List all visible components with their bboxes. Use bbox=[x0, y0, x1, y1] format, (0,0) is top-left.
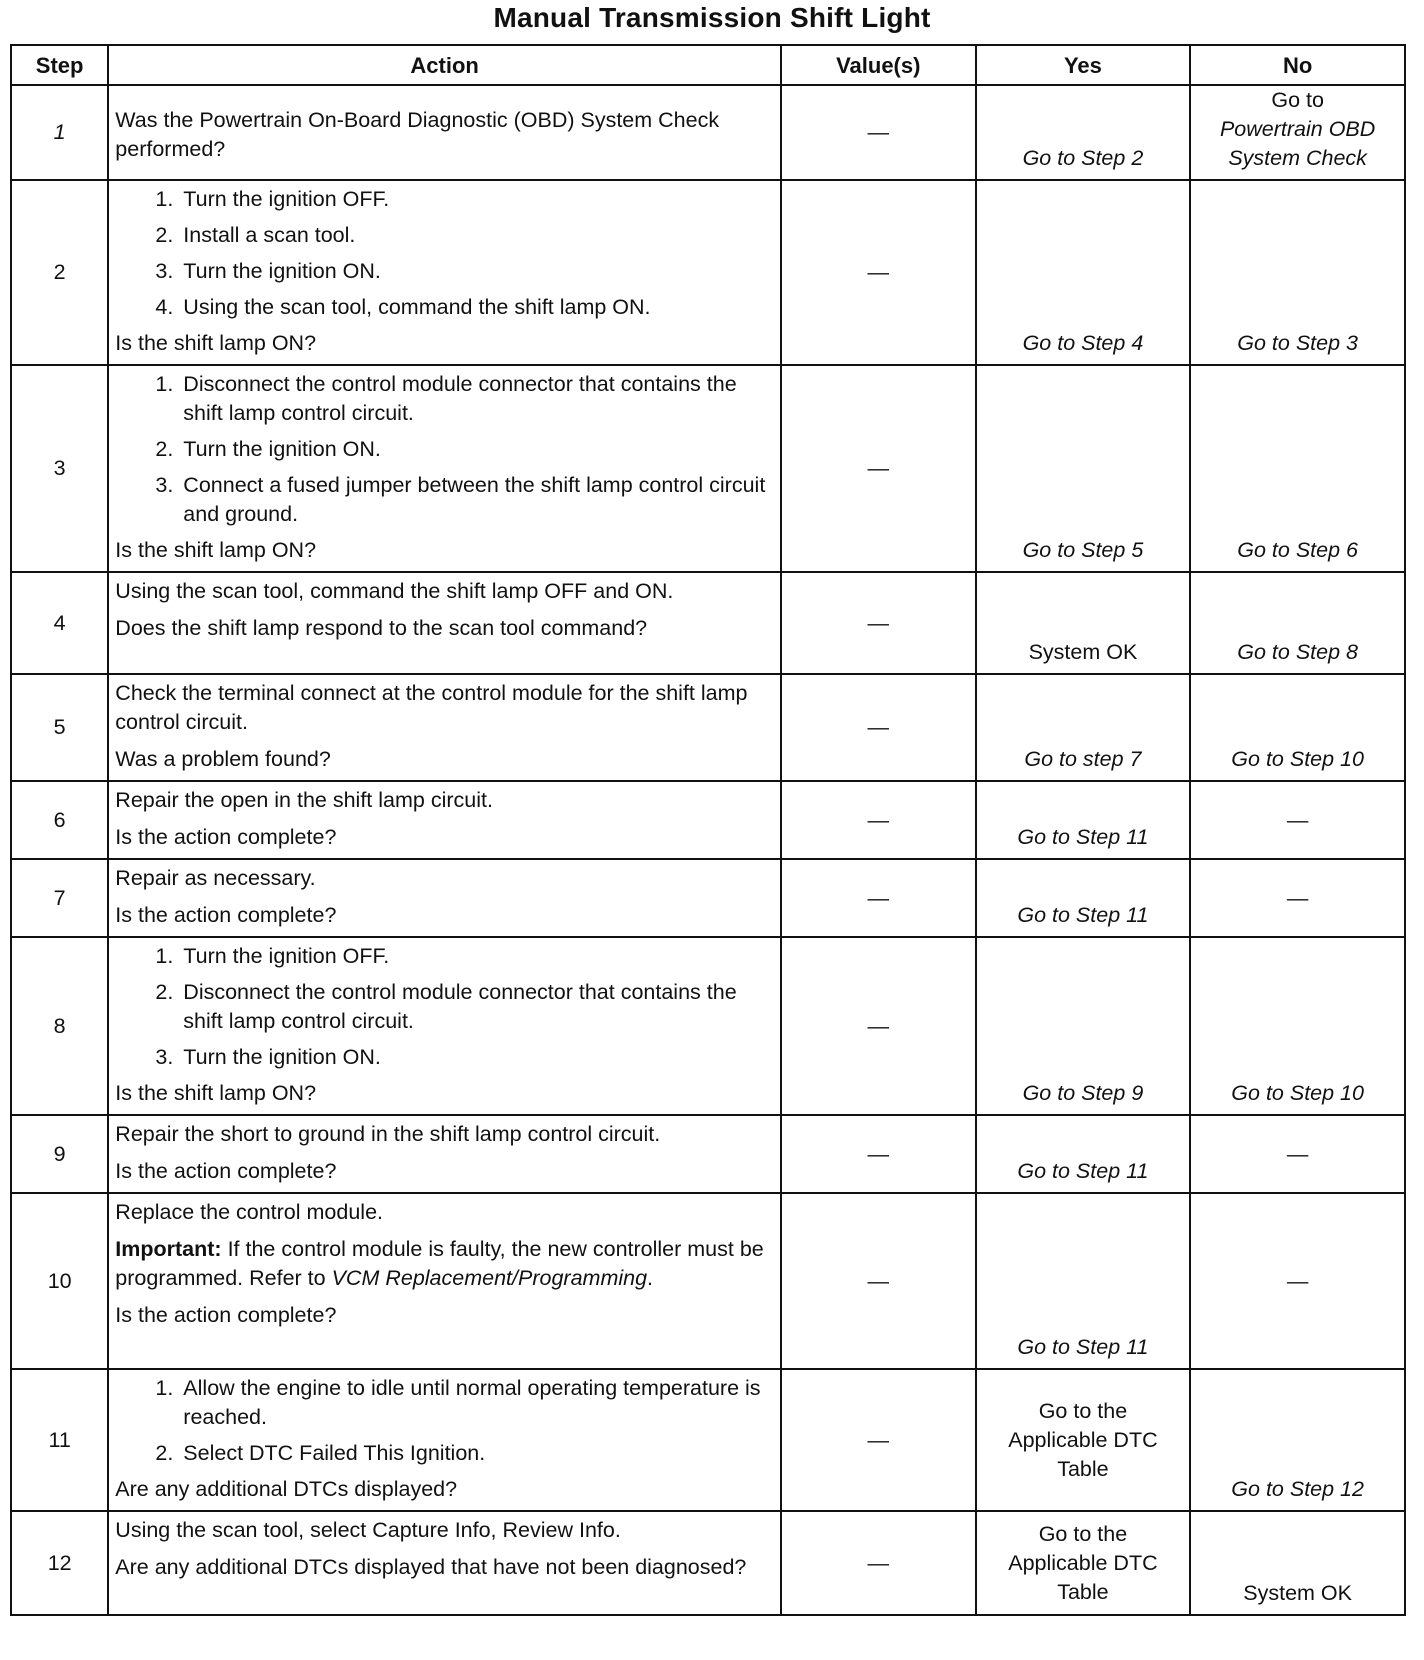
value-cell: — bbox=[781, 1369, 976, 1511]
action-question: Does the shift lamp respond to the scan tool command? bbox=[115, 616, 648, 640]
step-number: 4 bbox=[11, 572, 108, 674]
table-row bbox=[11, 859, 1405, 937]
step-number: 12 bbox=[11, 1511, 108, 1615]
action-cell bbox=[108, 572, 781, 674]
no-cell: — bbox=[1190, 859, 1405, 937]
header-action: Action bbox=[108, 45, 781, 85]
yes-cell: Go to Step 9 bbox=[976, 937, 1191, 1115]
table-row bbox=[11, 85, 1405, 180]
action-step: 1. Disconnect the control module connector that contains the shift lamp control circuit. bbox=[179, 370, 774, 428]
yes-cell: Go to Step 2 bbox=[976, 85, 1191, 180]
action-question: Is the shift lamp ON? bbox=[115, 331, 317, 355]
step-number: 3 bbox=[11, 365, 108, 572]
table-row bbox=[11, 674, 1405, 781]
action-cell bbox=[108, 859, 781, 937]
table-row bbox=[11, 1115, 1405, 1193]
action-cell bbox=[108, 365, 781, 572]
action-step: 1. Allow the engine to idle until normal operating temperature is reached. bbox=[179, 1374, 774, 1432]
yes-cell: Go to Step 11 bbox=[976, 781, 1191, 859]
yes-cell: Go to Step 11 bbox=[976, 1115, 1191, 1193]
action-question: Is the action complete? bbox=[115, 1159, 337, 1183]
value-cell: — bbox=[781, 937, 976, 1115]
no-cell: Go to Step 12 bbox=[1190, 1369, 1405, 1511]
table-row bbox=[11, 180, 1405, 365]
value-cell: — bbox=[781, 365, 976, 572]
step-number: 11 bbox=[11, 1369, 108, 1511]
step-number: 2 bbox=[11, 180, 108, 365]
step-number: 5 bbox=[11, 674, 108, 781]
action-cell bbox=[108, 781, 781, 859]
step-number: 1 bbox=[11, 85, 108, 180]
table-row bbox=[11, 572, 1405, 674]
no-cell: Go to Step 8 bbox=[1190, 572, 1405, 674]
action-question: Are any additional DTCs displayed? bbox=[115, 1477, 458, 1501]
no-cell: Go to Step 3 bbox=[1190, 180, 1405, 365]
action-step: 2. Turn the ignition ON. bbox=[179, 435, 774, 464]
action-steps bbox=[115, 370, 774, 529]
action-text: Was the Powertrain On-Board Diagnostic (OBD) System Check performed? bbox=[115, 107, 720, 161]
table-row bbox=[11, 1511, 1405, 1615]
action-text: Repair the open in the shift lamp circuit. bbox=[115, 788, 493, 812]
action-text: Replace the control module. bbox=[115, 1200, 384, 1224]
step-number: 10 bbox=[11, 1193, 108, 1369]
value-cell: — bbox=[781, 781, 976, 859]
value-cell: — bbox=[781, 180, 976, 365]
table-row bbox=[11, 365, 1405, 572]
action-cell bbox=[108, 1511, 781, 1615]
table-header-row bbox=[11, 45, 1405, 85]
yes-cell: Go to Step 11 bbox=[976, 1193, 1191, 1369]
action-text: Repair the short to ground in the shift lamp control circuit. bbox=[115, 1122, 661, 1146]
header-values: Value(s) bbox=[781, 45, 976, 85]
value-cell: — bbox=[781, 85, 976, 180]
value-cell: — bbox=[781, 674, 976, 781]
no-cell: — bbox=[1190, 1115, 1405, 1193]
table-row bbox=[11, 1369, 1405, 1511]
action-question: Is the shift lamp ON? bbox=[115, 1081, 317, 1105]
table-row bbox=[11, 1193, 1405, 1369]
important-text: If the control module is faulty, the new controller must be programmed. Refer to bbox=[115, 1237, 764, 1290]
period: . bbox=[647, 1266, 654, 1290]
action-step: 3. Turn the ignition ON. bbox=[179, 1043, 774, 1072]
diagnostic-table bbox=[10, 44, 1406, 1616]
table-row bbox=[11, 781, 1405, 859]
no-cell bbox=[1190, 85, 1405, 180]
action-step: 4. Using the scan tool, command the shift lamp ON. bbox=[179, 293, 774, 322]
important-reference: VCM Replacement/Programming bbox=[331, 1266, 648, 1290]
value-cell: — bbox=[781, 1193, 976, 1369]
no-cell: System OK bbox=[1190, 1511, 1405, 1615]
action-question: Is the action complete? bbox=[115, 825, 337, 849]
action-steps bbox=[115, 942, 774, 1072]
action-step: 3. Connect a fused jumper between the shift lamp control circuit and ground. bbox=[179, 471, 774, 529]
value-cell: — bbox=[781, 859, 976, 937]
action-text: Repair as necessary. bbox=[115, 866, 316, 890]
action-question: Was a problem found? bbox=[115, 747, 331, 771]
action-cell bbox=[108, 937, 781, 1115]
no-text: Go to bbox=[1271, 88, 1324, 112]
yes-cell: Go to step 7 bbox=[976, 674, 1191, 781]
table-row bbox=[11, 937, 1405, 1115]
step-number: 7 bbox=[11, 859, 108, 937]
action-text: Using the scan tool, command the shift lamp OFF and ON. bbox=[115, 579, 674, 603]
step-number: 6 bbox=[11, 781, 108, 859]
header-no: No bbox=[1190, 45, 1405, 85]
header-step: Step bbox=[11, 45, 108, 85]
no-cell: — bbox=[1190, 1193, 1405, 1369]
no-cell: Go to Step 10 bbox=[1190, 674, 1405, 781]
action-steps bbox=[115, 1374, 774, 1468]
action-text: Using the scan tool, select Capture Info, Review Info. bbox=[115, 1518, 621, 1542]
action-step: 3. Turn the ignition ON. bbox=[179, 257, 774, 286]
action-step: 2. Select DTC Failed This Ignition. bbox=[179, 1439, 774, 1468]
action-cell bbox=[108, 1193, 781, 1369]
yes-cell: System OK bbox=[976, 572, 1191, 674]
step-number: 8 bbox=[11, 937, 108, 1115]
action-step: 1. Turn the ignition OFF. bbox=[179, 942, 774, 971]
step-number: 9 bbox=[11, 1115, 108, 1193]
header-yes: Yes bbox=[976, 45, 1191, 85]
action-question: Is the action complete? bbox=[115, 1303, 337, 1327]
value-cell: — bbox=[781, 1511, 976, 1615]
no-cell: Go to Step 6 bbox=[1190, 365, 1405, 572]
yes-cell: Go to the Applicable DTC Table bbox=[976, 1369, 1191, 1511]
no-cell: Go to Step 10 bbox=[1190, 937, 1405, 1115]
yes-cell: Go to Step 5 bbox=[976, 365, 1191, 572]
action-cell bbox=[108, 1115, 781, 1193]
no-cell: — bbox=[1190, 781, 1405, 859]
action-cell bbox=[108, 180, 781, 365]
action-text: Check the terminal connect at the control module for the shift lamp control circuit. bbox=[115, 681, 748, 734]
value-cell: — bbox=[781, 1115, 976, 1193]
page-title: Manual Transmission Shift Light bbox=[493, 2, 931, 33]
action-cell bbox=[108, 674, 781, 781]
action-steps bbox=[115, 185, 774, 322]
value-cell: — bbox=[781, 572, 976, 674]
action-cell bbox=[108, 85, 781, 180]
no-reference: Powertrain OBD System Check bbox=[1219, 117, 1376, 170]
yes-cell: Go to Step 11 bbox=[976, 859, 1191, 937]
action-step: 1. Turn the ignition OFF. bbox=[179, 185, 774, 214]
important-note bbox=[115, 1235, 774, 1293]
yes-cell: Go to the Applicable DTC Table bbox=[976, 1511, 1191, 1615]
yes-cell: Go to Step 4 bbox=[976, 180, 1191, 365]
action-question: Is the action complete? bbox=[115, 903, 337, 927]
action-step: 2. Install a scan tool. bbox=[179, 221, 774, 250]
action-cell bbox=[108, 1369, 781, 1511]
action-question: Are any additional DTCs displayed that have not been diagnosed? bbox=[115, 1555, 747, 1579]
action-question: Is the shift lamp ON? bbox=[115, 538, 317, 562]
action-step: 2. Disconnect the control module connector that contains the shift lamp control circuit. bbox=[179, 978, 774, 1036]
important-label: Important: bbox=[115, 1237, 222, 1261]
